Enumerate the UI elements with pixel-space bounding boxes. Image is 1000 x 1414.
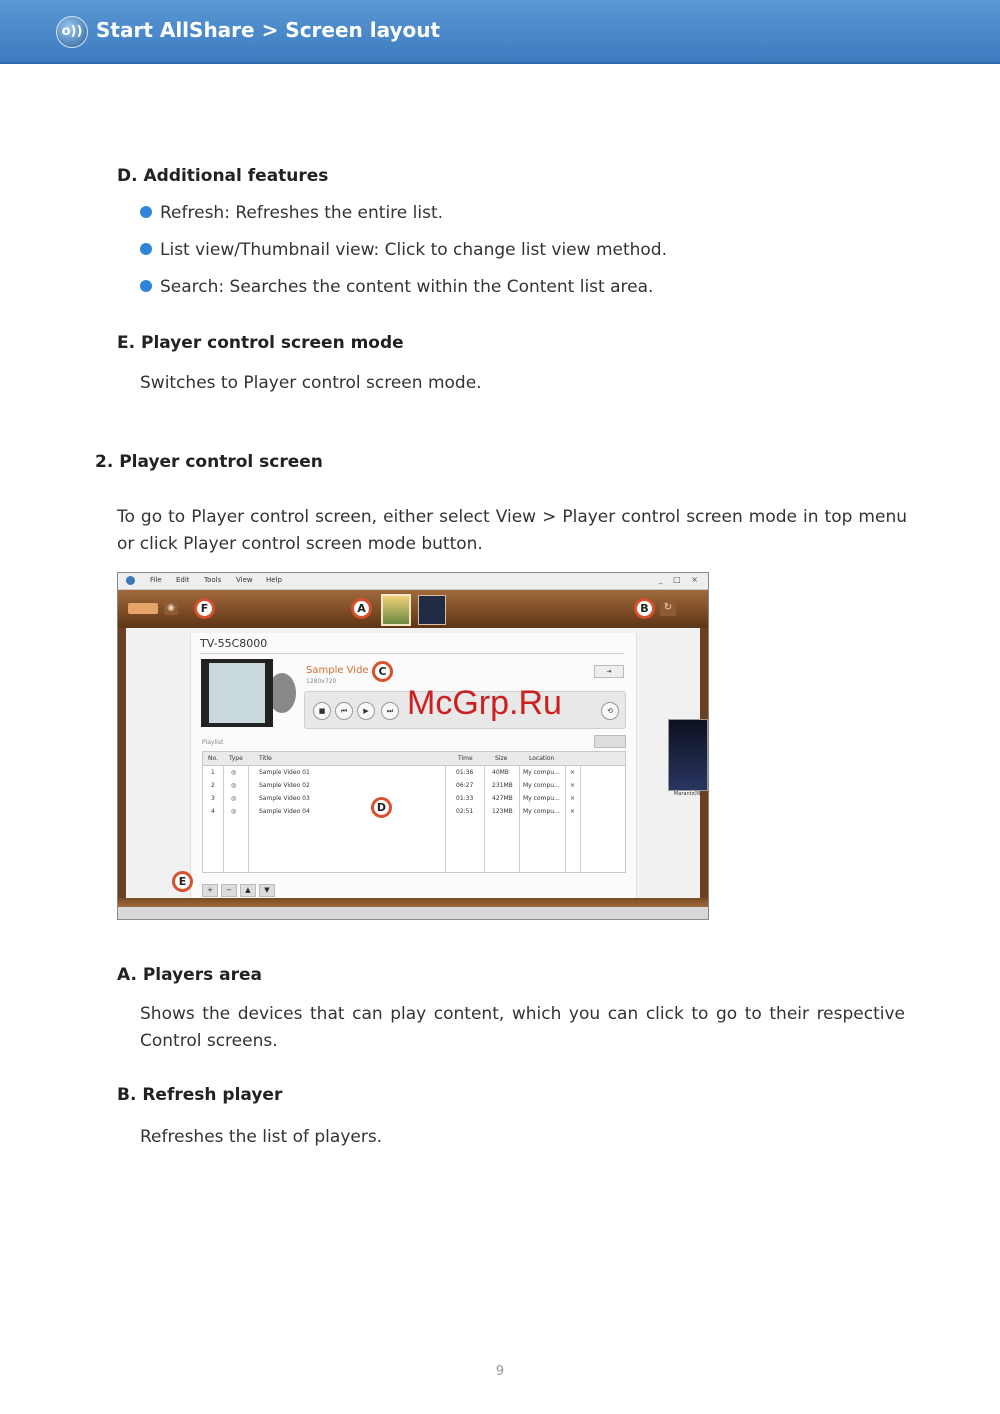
- move-up-icon[interactable]: ▲: [240, 884, 256, 897]
- send-button[interactable]: ⇥: [594, 665, 624, 678]
- col-time[interactable]: Time: [458, 755, 473, 762]
- callout-c: C: [372, 661, 393, 682]
- add-icon[interactable]: +: [202, 884, 218, 897]
- section-a-title: A. Players area: [117, 965, 262, 985]
- bottom-wood-edge: [118, 898, 708, 907]
- player-thumbnail-selected[interactable]: [381, 594, 411, 626]
- video-title: Sample Vide: [306, 665, 369, 676]
- table-row[interactable]: 2 ◎ Sample Video 02 06:27 231MB My compu... ×: [211, 782, 576, 789]
- divider: [200, 653, 624, 654]
- window-controls[interactable]: _ □ ×: [658, 575, 702, 584]
- menu-tools[interactable]: Tools: [204, 576, 222, 584]
- watermark: McGrp.Ru: [407, 684, 562, 722]
- playlist-edit-buttons: [202, 877, 278, 894]
- callout-d: D: [371, 797, 392, 818]
- side-player-label: Marantz(N: [674, 791, 700, 797]
- bullet-text: Search: Searches the content within the Content list area.: [160, 277, 654, 297]
- page-number: 9: [495, 1364, 505, 1379]
- left-wood-edge: [118, 628, 126, 900]
- side-player-thumbnail[interactable]: [668, 719, 708, 791]
- table-row[interactable]: 1 ◎ Sample Video 01 01:36 40MB My compu... ×: [211, 769, 576, 776]
- move-down-icon[interactable]: ▼: [259, 884, 275, 897]
- callout-a: A: [351, 598, 372, 619]
- play-button[interactable]: ▶: [357, 702, 375, 720]
- table-row[interactable]: 4 ◎ Sample Video 04 02:51 123MB My compu... ×: [211, 808, 576, 815]
- header-title: Start AllShare > Screen layout: [96, 18, 441, 42]
- bullet-dot-icon: [140, 280, 152, 292]
- table-row[interactable]: 3 ◎ Sample Video 03 01:33 427MB My compu... ×: [211, 795, 576, 802]
- section-b-title: B. Refresh player: [117, 1085, 283, 1105]
- previous-button[interactable]: ⏮: [335, 702, 353, 720]
- col-size[interactable]: Size: [495, 755, 508, 762]
- repeat-button[interactable]: ⟲: [601, 702, 619, 720]
- app-icon: [126, 576, 135, 585]
- player-control-screenshot: [117, 572, 709, 920]
- bullet-dot-icon: [140, 243, 152, 255]
- callout-f: F: [194, 598, 215, 619]
- wood-toolbar: [118, 590, 708, 628]
- player-mode-button[interactable]: ◉: [164, 601, 178, 615]
- stop-button[interactable]: ■: [313, 702, 331, 720]
- page-header: [0, 0, 1000, 64]
- menu-file[interactable]: File: [150, 576, 162, 584]
- bullet-list-view: [140, 240, 667, 260]
- player-thumbnail[interactable]: [418, 595, 446, 625]
- section-e-title: E. Player control screen mode: [117, 333, 404, 353]
- bullet-search: [140, 277, 653, 297]
- device-name: TV-55C8000: [200, 637, 268, 650]
- section-e-text: Switches to Player control screen mode.: [140, 373, 482, 393]
- menu-view[interactable]: View: [236, 576, 253, 584]
- section-b-text: Refreshes the list of players.: [140, 1127, 383, 1147]
- content-mode-button[interactable]: [128, 603, 158, 614]
- video-resolution: 1280x720: [306, 678, 337, 685]
- menu-edit[interactable]: Edit: [176, 576, 190, 584]
- bullet-text: List view/Thumbnail view: Click to change list view method.: [160, 240, 667, 260]
- playlist-table: [202, 751, 626, 873]
- allshare-logo-icon: o)): [56, 16, 88, 48]
- col-no[interactable]: No.: [208, 755, 218, 762]
- bullet-dot-icon: [140, 206, 152, 218]
- video-thumbnail: [201, 659, 273, 727]
- section-2-intro: To go to Player control screen, either select View > Player control screen mode in top menu or click Player control screen mode button.: [117, 507, 907, 554]
- refresh-player-icon[interactable]: ↻: [660, 600, 676, 616]
- col-type[interactable]: Type: [229, 755, 243, 762]
- section-a-text: Shows the devices that can play content, which you can click to go to their respective Control screens.: [140, 1004, 905, 1051]
- view-toggle[interactable]: [594, 735, 626, 748]
- col-title[interactable]: Title: [259, 755, 272, 762]
- menu-help[interactable]: Help: [266, 576, 282, 584]
- section-d-title: D. Additional features: [117, 166, 329, 186]
- playlist-label: Playlist: [202, 739, 224, 746]
- col-location[interactable]: Location: [529, 755, 555, 762]
- callout-b: B: [634, 598, 655, 619]
- callout-e: E: [172, 871, 193, 892]
- bullet-text: Refresh: Refreshes the entire list.: [160, 203, 444, 223]
- bullet-refresh: [140, 203, 443, 223]
- section-2-title: 2. Player control screen: [95, 452, 323, 472]
- remove-icon[interactable]: −: [221, 884, 237, 897]
- menu-bar: [118, 573, 708, 590]
- table-header: [203, 752, 625, 766]
- next-button[interactable]: ⏭: [381, 702, 399, 720]
